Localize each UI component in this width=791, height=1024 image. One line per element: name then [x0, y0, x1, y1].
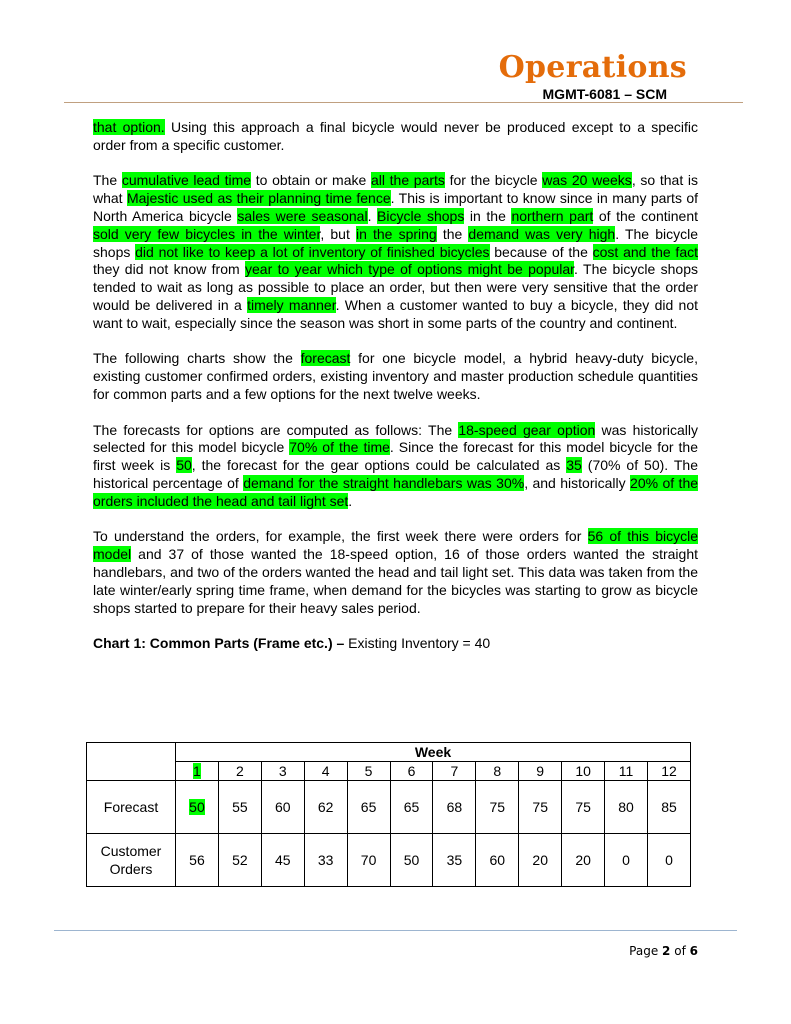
orders-row [87, 834, 691, 887]
header-course: MGMT-6081 – SCM [542, 86, 667, 102]
week-cell: 1 [176, 762, 219, 781]
highlighted-text: timely manner [247, 296, 336, 313]
forecast-cell: 50 [176, 781, 219, 834]
highlighted-text: Bicycle shops [377, 207, 465, 224]
paragraph [93, 119, 698, 155]
orders-cell: 35 [433, 834, 476, 887]
forecast-cell: 65 [390, 781, 433, 834]
highlighted-text: forecast [300, 350, 351, 367]
text-run: to obtain or make [251, 172, 371, 189]
paragraph [93, 422, 698, 511]
highlighted-text: sold very few bicycles in the winter [93, 225, 321, 242]
forecast-row [87, 781, 691, 834]
forecast-cell: 75 [562, 781, 605, 834]
orders-cell: 20 [562, 834, 605, 887]
highlighted-text: that option. [93, 119, 165, 135]
orders-cell: 56 [176, 834, 219, 887]
highlighted-text: northern part [511, 207, 594, 224]
week-row [87, 762, 691, 781]
highlighted-text: demand for the straight handlebars was 30% [243, 474, 525, 491]
orders-cell: 33 [304, 834, 347, 887]
highlighted-text: 56 of this bicycle model [93, 528, 698, 563]
highlighted-text: in the spring [355, 225, 437, 242]
text-run: . The bicycle shops tended to wait as long as possible to place an order, but then were very sensitive that the order would be delivered in a [93, 261, 698, 313]
page-of: of [674, 944, 686, 958]
orders-cell: 50 [390, 834, 433, 887]
text-run: The [93, 172, 122, 189]
week-cell: 10 [562, 762, 605, 781]
forecast-cell: 68 [433, 781, 476, 834]
text-run: . Since the forecast for this model bicycle for the first week is [93, 439, 699, 474]
highlighted-text: Majestic used as their planning time fence [126, 190, 391, 207]
week-cell: 9 [519, 762, 562, 781]
chart-caption-title: : Common Parts (Frame etc.) – [141, 635, 349, 652]
week-cell: 4 [304, 762, 347, 781]
highlighted-text: year to year which type of options might be popular [245, 261, 575, 278]
forecast-cell: 85 [647, 781, 690, 834]
week-cell: 3 [261, 762, 304, 781]
text-run: in the [464, 207, 512, 224]
text-run: , so that is what [93, 172, 699, 207]
highlighted-text: 20% of the orders included the head and tail light set [93, 474, 699, 509]
orders-cell: 20 [519, 834, 562, 887]
text-run: , but [320, 225, 356, 242]
text-run: and 37 of those wanted the 18-speed option, 16 of those orders wanted the straight handlebars, and two of the orders wanted the head and tail light set. This data was taken from the late winter/early spring time frame, when demand for the bicycles was starting to grow as bicycle shops started to prepare for their heavy sales period. [93, 546, 698, 616]
text-run: The following charts show the [93, 350, 301, 367]
week-cell: 12 [647, 762, 690, 781]
highlighted-text: cumulative lead time [121, 172, 252, 189]
text-run: . The bicycle shops [93, 225, 698, 260]
highlighted-text: 70% of the time [289, 439, 390, 456]
page-word: Page [629, 944, 659, 958]
text-run: (70% of 50). The historical percentage of [93, 457, 698, 491]
forecast-cell: 62 [304, 781, 347, 834]
text-run: , and historically [524, 474, 631, 491]
week-cell: 8 [476, 762, 519, 781]
highlighted-text: 18-speed gear option [458, 421, 596, 438]
week-cell: 6 [390, 762, 433, 781]
week-cell: 2 [218, 762, 261, 781]
text-run: . When a customer wanted to buy a bicycle, they did not want to wait, especially since the season was short in some parts of the country and continent. [93, 296, 698, 331]
orders-cell: 0 [605, 834, 648, 887]
text-run: Using this approach a final bicycle would never be produced except to a specific order from a specific customer. [93, 119, 698, 153]
document-body [93, 119, 698, 671]
footer-divider [54, 930, 737, 931]
text-run: for the bicycle [444, 172, 543, 189]
highlighted-text: did not like to keep a lot of inventory of finished bicycles [135, 243, 490, 260]
week-cell: 5 [347, 762, 390, 781]
text-run: for one bicycle model, a hybrid heavy-duty bicycle, existing customer confirmed orders, existing inventory and master production schedule quantities for common parts and a few options for the next twelve weeks. [93, 350, 698, 402]
highlighted-text: 35 [566, 457, 582, 474]
paragraph [93, 350, 698, 403]
orders-cell: 60 [476, 834, 519, 887]
text-run: . [348, 492, 353, 509]
table-corner [87, 743, 176, 781]
text-run: was historically selected for this model bicycle [93, 421, 698, 456]
forecast-cell: 75 [476, 781, 519, 834]
orders-cell: 70 [347, 834, 390, 887]
chart-caption-inventory: Existing Inventory = 40 [348, 635, 491, 652]
common-parts-table [86, 742, 691, 887]
week-cell: 7 [433, 762, 476, 781]
highlighted-text: demand was very high [468, 225, 616, 242]
text-run: . This is important to know since in many parts of North America bicycle [93, 190, 699, 224]
text-run: . [367, 207, 378, 224]
week-cell: 11 [605, 762, 648, 781]
forecast-cell: 80 [605, 781, 648, 834]
forecast-cell: 65 [347, 781, 390, 834]
orders-cell: 0 [647, 834, 690, 887]
highlighted-text: was 20 weeks [542, 172, 632, 189]
orders-cell: 52 [218, 834, 261, 887]
orders-label: Customer Orders [87, 834, 176, 887]
text-run: the [436, 225, 469, 242]
page-number [629, 944, 698, 958]
highlighted-text: all the parts [370, 172, 445, 189]
chart-caption-label: Chart 1 [93, 635, 142, 652]
paragraph [93, 172, 698, 332]
forecast-label: Forecast [87, 781, 176, 834]
orders-cell: 45 [261, 834, 304, 887]
paragraph [93, 528, 698, 617]
highlighted-text: cost and the fact [592, 243, 698, 260]
highlighted-text: sales were seasonal [237, 207, 368, 224]
text-run: The forecasts for options are computed as follows: The [93, 421, 459, 438]
text-run: because of the [489, 243, 593, 260]
forecast-cell: 60 [261, 781, 304, 834]
text-run: of the continent [593, 207, 698, 224]
highlighted-text: 50 [176, 457, 192, 474]
page-current: 2 [662, 944, 671, 958]
header-divider [64, 102, 743, 103]
forecast-cell: 55 [218, 781, 261, 834]
page-total: 6 [689, 944, 698, 958]
text-run: To understand the orders, for example, the first week there were orders for [93, 528, 588, 545]
text-run: , the forecast for the gear options could be calculated as [191, 457, 567, 474]
text-run: they did not know from [93, 261, 245, 278]
forecast-cell: 75 [519, 781, 562, 834]
week-header: Week [176, 743, 691, 762]
header-title: Operations [498, 50, 687, 85]
chart-caption [93, 635, 698, 653]
